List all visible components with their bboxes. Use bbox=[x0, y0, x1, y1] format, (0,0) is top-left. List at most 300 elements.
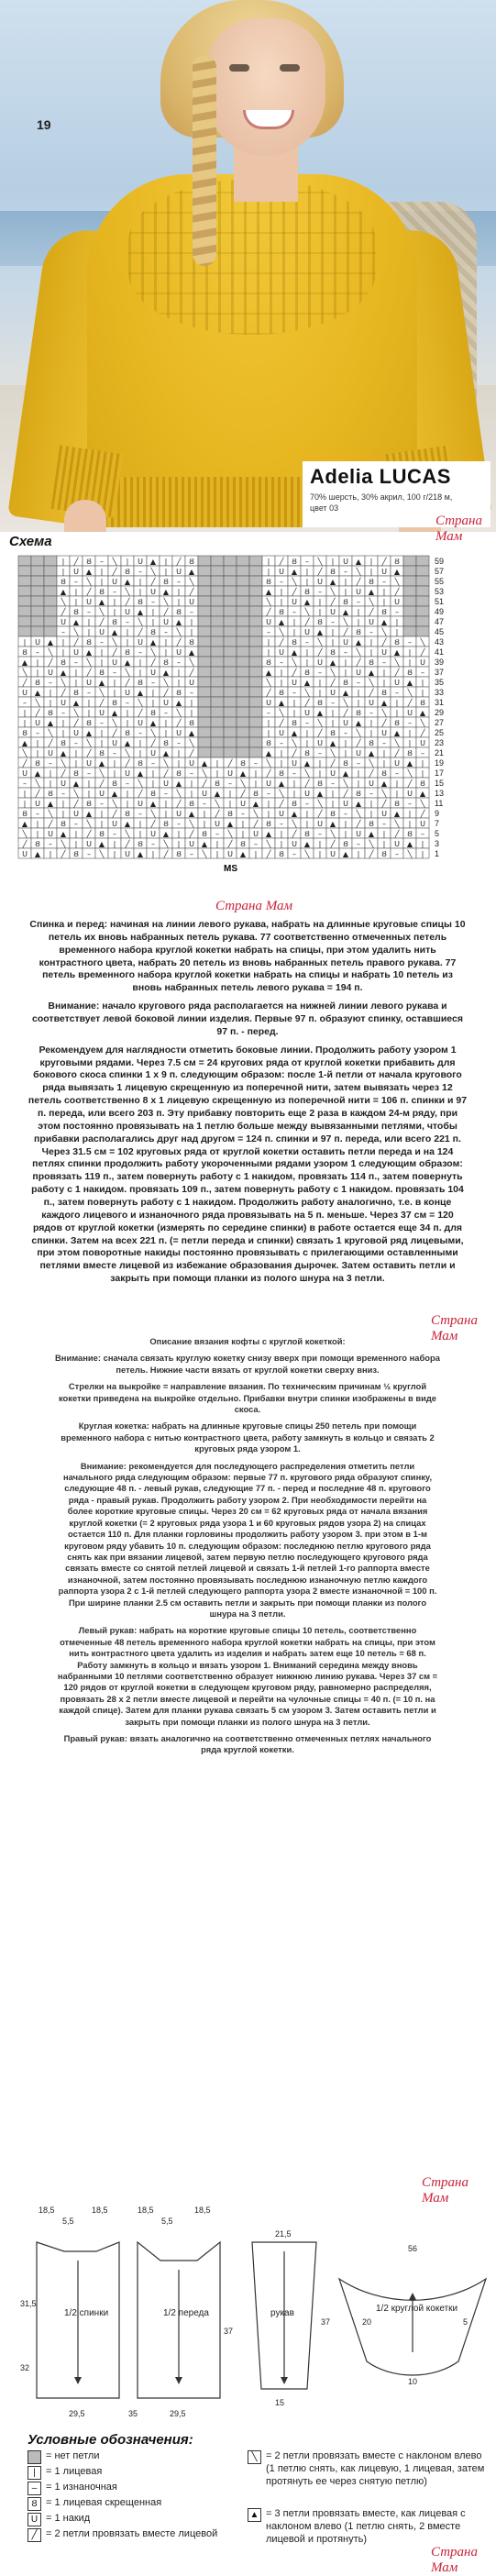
chart-cell bbox=[237, 566, 249, 576]
chart-symbol: | bbox=[61, 810, 65, 818]
chart-symbol: ╱ bbox=[266, 850, 271, 858]
right-eye bbox=[280, 64, 300, 72]
chart-symbol: ╱ bbox=[61, 769, 66, 778]
chart-symbol: ╲ bbox=[394, 739, 400, 747]
chart-symbol: | bbox=[151, 689, 155, 697]
chart-cell bbox=[44, 576, 57, 586]
row-number: 29 bbox=[435, 708, 445, 717]
chart-symbol: ▲ bbox=[60, 588, 67, 596]
chart-symbol: – bbox=[318, 669, 322, 677]
chart-symbol: Ȣ bbox=[394, 558, 400, 566]
chart-symbol: ▲ bbox=[278, 779, 285, 788]
chart-symbol: U bbox=[35, 800, 40, 808]
chart-cell bbox=[249, 697, 262, 707]
chart-cell bbox=[224, 576, 237, 586]
chart-cell bbox=[44, 596, 57, 606]
chart-symbol: ▲ bbox=[278, 699, 285, 707]
chart-symbol: U bbox=[125, 689, 130, 697]
chart-symbol: U bbox=[22, 769, 28, 778]
chart-symbol: | bbox=[267, 729, 270, 737]
chart-symbol: ╱ bbox=[22, 759, 28, 768]
chart-symbol: ▲ bbox=[265, 830, 272, 838]
chart-symbol: ╲ bbox=[35, 699, 40, 707]
chart-symbol: | bbox=[36, 669, 39, 677]
chart-symbol: ▲ bbox=[149, 800, 157, 808]
chart-cell bbox=[224, 636, 237, 647]
chart-symbol: ╲ bbox=[189, 820, 194, 828]
dim-label: 18,5 bbox=[39, 2206, 55, 2215]
chart-symbol: | bbox=[357, 689, 360, 697]
chart-symbol: ▲ bbox=[72, 779, 80, 788]
chart-symbol: ▲ bbox=[329, 820, 336, 828]
chart-symbol: ▲ bbox=[188, 810, 195, 818]
chart-symbol: ╲ bbox=[35, 779, 40, 788]
chart-symbol: U bbox=[86, 679, 92, 687]
chart-symbol: Ȣ bbox=[407, 669, 413, 677]
chart-symbol: U bbox=[292, 598, 297, 606]
chart-symbol: – bbox=[280, 658, 283, 667]
chart-symbol: ▲ bbox=[47, 719, 54, 727]
chart-symbol: | bbox=[280, 840, 283, 848]
chart-symbol: – bbox=[254, 759, 258, 768]
chart-symbol: ╲ bbox=[330, 830, 336, 838]
chart-symbol: Ȣ bbox=[189, 800, 194, 808]
chart-symbol: | bbox=[164, 648, 168, 657]
chart-cell bbox=[31, 616, 44, 626]
chart-symbol: – bbox=[151, 679, 155, 687]
chart-symbol: | bbox=[421, 759, 424, 768]
chart-cell bbox=[249, 606, 262, 616]
schema-title: Схема bbox=[9, 534, 52, 549]
chart-symbol: | bbox=[138, 749, 142, 757]
chart-symbol: – bbox=[421, 830, 424, 838]
chart-symbol: – bbox=[177, 739, 181, 747]
chart-symbol: ╱ bbox=[163, 769, 169, 778]
dim-label: 5,5 bbox=[161, 2217, 173, 2226]
chart-symbol: Ȣ bbox=[150, 628, 156, 636]
chart-symbol: ╲ bbox=[86, 658, 92, 667]
chart-cell bbox=[211, 566, 224, 576]
chart-cell bbox=[44, 556, 57, 566]
lace-yoke bbox=[128, 179, 376, 335]
chart-symbol: ▲ bbox=[291, 648, 298, 657]
chart-symbol: ╲ bbox=[112, 558, 117, 566]
chart-symbol: – bbox=[292, 769, 296, 778]
chart-symbol: ╱ bbox=[381, 800, 387, 808]
chart-symbol: – bbox=[177, 578, 181, 586]
chart-symbol: | bbox=[382, 759, 386, 768]
chart-symbol: U bbox=[266, 618, 271, 626]
chart-symbol: – bbox=[151, 759, 155, 768]
chart-cell bbox=[31, 566, 44, 576]
yarn-over-symbol: U bbox=[28, 2513, 41, 2526]
chart-cell bbox=[237, 717, 249, 727]
chart-symbol: Ȣ bbox=[112, 618, 117, 626]
chart-symbol: | bbox=[74, 759, 78, 768]
dim-label: 15 bbox=[275, 2398, 285, 2407]
chart-symbol: Ȣ bbox=[266, 578, 271, 586]
left-hand bbox=[64, 500, 106, 532]
chart-symbol: Ȣ bbox=[304, 588, 310, 596]
chart-symbol: ╱ bbox=[150, 820, 156, 828]
chart-symbol: – bbox=[113, 749, 116, 757]
chart-symbol: U bbox=[279, 810, 284, 818]
chart-symbol: ▲ bbox=[85, 729, 93, 737]
chart-symbol: ╱ bbox=[61, 850, 66, 858]
chart-symbol: | bbox=[357, 850, 360, 858]
chart-symbol: ▲ bbox=[111, 790, 118, 798]
chart-symbol: ▲ bbox=[342, 689, 349, 697]
chart-symbol: Ȣ bbox=[279, 769, 284, 778]
chart-symbol: ╲ bbox=[266, 840, 271, 848]
chart-symbol: – bbox=[344, 810, 347, 818]
chart-cell bbox=[18, 556, 31, 566]
chart-symbol: Ȣ bbox=[394, 638, 400, 647]
chart-symbol: ╲ bbox=[73, 790, 79, 798]
chart-symbol: ╲ bbox=[99, 689, 105, 697]
chart-cell bbox=[44, 606, 57, 616]
chart-symbol: U bbox=[22, 689, 28, 697]
chart-symbol: U bbox=[304, 790, 310, 798]
chart-symbol: – bbox=[151, 598, 155, 606]
chart-symbol: | bbox=[344, 669, 347, 677]
chart-symbol: | bbox=[100, 729, 104, 737]
chart-symbol: – bbox=[395, 769, 399, 778]
chart-symbol: | bbox=[164, 638, 168, 647]
chart-symbol: | bbox=[113, 759, 116, 768]
chart-symbol: Ȣ bbox=[407, 749, 413, 757]
chart-symbol: ╲ bbox=[61, 840, 66, 848]
chart-symbol: | bbox=[151, 850, 155, 858]
chart-symbol: Ȣ bbox=[330, 810, 336, 818]
chart-symbol: ╲ bbox=[86, 739, 92, 747]
chart-symbol: ╲ bbox=[99, 608, 105, 616]
chart-symbol: | bbox=[164, 568, 168, 576]
chart-symbol: | bbox=[305, 568, 309, 576]
chart-symbol: | bbox=[190, 699, 193, 707]
chart-symbol: – bbox=[190, 608, 193, 616]
chart-symbol: – bbox=[344, 648, 347, 657]
chart-symbol: | bbox=[331, 558, 335, 566]
chart-symbol: ▲ bbox=[291, 810, 298, 818]
chart-symbol: Ȣ bbox=[330, 568, 336, 576]
chart-cell bbox=[237, 556, 249, 566]
model-photo bbox=[0, 0, 496, 532]
chart-symbol: U bbox=[317, 658, 323, 667]
chart-symbol: | bbox=[190, 709, 193, 717]
chart-symbol: ▲ bbox=[329, 739, 336, 747]
chart-symbol: ▲ bbox=[393, 729, 401, 737]
chart-symbol: ╲ bbox=[407, 769, 413, 778]
chart-symbol: | bbox=[203, 810, 206, 818]
chart-symbol: | bbox=[408, 739, 412, 747]
chart-symbol: ▲ bbox=[98, 679, 105, 687]
chart-symbol: – bbox=[344, 568, 347, 576]
chart-symbol: ╲ bbox=[394, 820, 400, 828]
chart-symbol: ╲ bbox=[356, 648, 361, 657]
row-number: 9 bbox=[435, 809, 440, 818]
row-number: 13 bbox=[435, 789, 445, 798]
chart-symbol: ╲ bbox=[343, 779, 348, 788]
chart-symbol: U bbox=[317, 820, 323, 828]
legend-item: = 3 петли провязать вместе, как лицевая с наклоном влево (1 петлю снять, 2 вместе лицевой и протянуть) bbox=[266, 2508, 466, 2545]
chart-symbol: – bbox=[190, 850, 193, 858]
watermark: Страна Мам bbox=[431, 1313, 478, 1343]
chart-symbol: – bbox=[61, 628, 65, 636]
chart-symbol: U bbox=[420, 739, 425, 747]
chart-symbol: | bbox=[113, 769, 116, 778]
chart-cell bbox=[18, 616, 31, 626]
chart-symbol: ▲ bbox=[162, 830, 170, 838]
chart-symbol: | bbox=[126, 709, 129, 717]
chart-symbol: | bbox=[36, 739, 39, 747]
chart-symbol: | bbox=[138, 588, 142, 596]
chart-symbol: | bbox=[74, 840, 78, 848]
chart-cell bbox=[211, 636, 224, 647]
chart-symbol: U bbox=[163, 779, 169, 788]
chart-symbol: ╲ bbox=[292, 820, 297, 828]
chart-symbol: ╲ bbox=[163, 679, 169, 687]
chart-symbol: ╱ bbox=[381, 558, 387, 566]
chart-symbol: ▲ bbox=[419, 709, 426, 717]
chart-symbol: U bbox=[381, 568, 387, 576]
chart-symbol: ╲ bbox=[266, 759, 271, 768]
sewing-pattern bbox=[0, 2196, 496, 2426]
dim-label: 31,5 bbox=[20, 2299, 37, 2308]
chart-symbol: | bbox=[280, 598, 283, 606]
chart-symbol: | bbox=[100, 739, 104, 747]
chart-symbol: | bbox=[267, 568, 270, 576]
chart-symbol: – bbox=[280, 739, 283, 747]
chart-symbol: ╲ bbox=[150, 568, 156, 576]
chart-symbol: ╲ bbox=[420, 638, 425, 647]
chart-cell bbox=[224, 677, 237, 687]
chart-symbol: – bbox=[61, 790, 65, 798]
chart-symbol: – bbox=[305, 719, 309, 727]
chart-symbol: ▲ bbox=[188, 648, 195, 657]
chart-symbol: – bbox=[36, 810, 39, 818]
braid bbox=[193, 55, 216, 266]
dim-label: 21,5 bbox=[275, 2229, 292, 2239]
chart-symbol: | bbox=[61, 568, 65, 576]
chart-symbol: U bbox=[150, 669, 156, 677]
chart-cell bbox=[249, 626, 262, 636]
chart-symbol: ╲ bbox=[420, 800, 425, 808]
chart-symbol: Ȣ bbox=[292, 800, 297, 808]
piece-label: 1/2 переда bbox=[163, 2308, 209, 2318]
chart-cell bbox=[44, 626, 57, 636]
chart-cell bbox=[211, 727, 224, 737]
chart-symbol: – bbox=[126, 779, 129, 788]
chart-symbol: ▲ bbox=[47, 800, 54, 808]
chart-symbol: – bbox=[113, 830, 116, 838]
chart-symbol: ╲ bbox=[163, 840, 169, 848]
chart-cell bbox=[224, 616, 237, 626]
chart-symbol: ╱ bbox=[48, 658, 53, 667]
chart-symbol: ▲ bbox=[368, 669, 375, 677]
chart-cell bbox=[403, 566, 416, 576]
row-number: 11 bbox=[435, 799, 444, 808]
chart-symbol: | bbox=[292, 628, 296, 636]
chart-symbol: U bbox=[48, 669, 53, 677]
chart-cell bbox=[237, 657, 249, 667]
chart-symbol: ▲ bbox=[34, 850, 41, 858]
row-number: 15 bbox=[435, 779, 445, 788]
chart-symbol: ╱ bbox=[189, 830, 194, 838]
chart-symbol: | bbox=[126, 638, 129, 647]
chart-symbol: ▲ bbox=[60, 749, 67, 757]
chart-symbol: – bbox=[331, 779, 335, 788]
chart-symbol: ╱ bbox=[394, 830, 400, 838]
chart-symbol: | bbox=[87, 699, 91, 707]
chart-symbol: ╲ bbox=[138, 779, 143, 788]
chart-symbol: Ȣ bbox=[99, 588, 105, 596]
chart-symbol: U bbox=[330, 769, 336, 778]
chart-symbol: ▲ bbox=[291, 729, 298, 737]
chart-symbol: U bbox=[163, 618, 169, 626]
chart-symbol: ▲ bbox=[85, 810, 93, 818]
chart-symbol: U bbox=[394, 759, 400, 768]
chart-symbol: Ȣ bbox=[317, 779, 323, 788]
chart-symbol: | bbox=[74, 598, 78, 606]
chart-symbol: | bbox=[267, 638, 270, 647]
chart-symbol: Ȣ bbox=[369, 578, 374, 586]
chart-symbol: ▲ bbox=[175, 779, 182, 788]
chart-symbol: ▲ bbox=[355, 558, 362, 566]
chart-symbol: ╱ bbox=[99, 699, 105, 707]
chart-symbol: | bbox=[305, 729, 309, 737]
row-number: 59 bbox=[435, 557, 445, 566]
row-number: 35 bbox=[435, 678, 445, 687]
chart-cell bbox=[249, 566, 262, 576]
row-number: 55 bbox=[435, 577, 445, 586]
chart-symbol: ╱ bbox=[279, 558, 284, 566]
chart-symbol: | bbox=[254, 779, 258, 788]
chart-cell bbox=[416, 556, 429, 566]
chart-symbol: ╲ bbox=[61, 759, 66, 768]
chart-symbol: ╲ bbox=[394, 658, 400, 667]
chart-symbol: ▲ bbox=[72, 618, 80, 626]
chart-symbol: | bbox=[344, 830, 347, 838]
chart-symbol: ╱ bbox=[369, 850, 374, 858]
chart-symbol: ▲ bbox=[85, 648, 93, 657]
chart-symbol: – bbox=[357, 679, 360, 687]
chart-symbol: ╱ bbox=[112, 729, 117, 737]
chart-symbol: ╱ bbox=[189, 749, 194, 757]
chart-symbol: ╱ bbox=[407, 699, 413, 707]
chart-cell bbox=[403, 626, 416, 636]
chart-symbol: ╱ bbox=[407, 779, 413, 788]
chart-symbol: | bbox=[190, 618, 193, 626]
chart-symbol: ▲ bbox=[316, 709, 324, 717]
chart-symbol: ▲ bbox=[124, 578, 131, 586]
chart-symbol: | bbox=[23, 790, 27, 798]
chart-symbol: Ȣ bbox=[176, 689, 182, 697]
chart-symbol: U bbox=[407, 709, 413, 717]
chart-symbol: U bbox=[356, 669, 361, 677]
chart-symbol: Ȣ bbox=[369, 658, 374, 667]
chart-symbol: U bbox=[215, 820, 220, 828]
chart-symbol: | bbox=[408, 658, 412, 667]
chart-symbol: – bbox=[241, 810, 245, 818]
chart-symbol: ╲ bbox=[420, 719, 425, 727]
chart-symbol: Ȣ bbox=[381, 769, 387, 778]
chart-symbol: ╱ bbox=[163, 689, 169, 697]
chart-cell bbox=[18, 626, 31, 636]
chart-symbol: Ȣ bbox=[343, 598, 348, 606]
chart-symbol: | bbox=[369, 638, 373, 647]
chart-symbol: – bbox=[151, 840, 155, 848]
row-number: 41 bbox=[435, 647, 445, 657]
chart-symbol: | bbox=[228, 800, 232, 808]
chart-symbol: | bbox=[151, 769, 155, 778]
chart-symbol: ╱ bbox=[420, 810, 425, 818]
chart-symbol: | bbox=[74, 588, 78, 596]
chart-symbol: | bbox=[318, 840, 322, 848]
chart-symbol: – bbox=[177, 820, 181, 828]
chart-symbol: | bbox=[126, 719, 129, 727]
chart-symbol: – bbox=[331, 618, 335, 626]
chart-symbol: | bbox=[267, 558, 270, 566]
chart-symbol: | bbox=[357, 769, 360, 778]
chart-symbol: – bbox=[382, 658, 386, 667]
chart-symbol: U bbox=[330, 850, 336, 858]
chart-cell bbox=[211, 647, 224, 657]
chart-symbol: Ȣ bbox=[35, 759, 40, 768]
chart-symbol: | bbox=[382, 830, 386, 838]
chart-cell bbox=[416, 616, 429, 626]
paragraph: Внимание: начало кругового ряда располагается на нижней линии левого рукава и соответствует левой боковой линии изделия. Первые 97 п. образуют спинку, оставшиеся 97 п. - перед. bbox=[32, 1001, 463, 1037]
chart-cell bbox=[249, 687, 262, 697]
chart-symbol: | bbox=[344, 658, 347, 667]
chart-symbol: – bbox=[87, 850, 91, 858]
chart-symbol: | bbox=[408, 729, 412, 737]
chart-symbol: ╱ bbox=[202, 779, 207, 788]
chart-symbol: ▲ bbox=[252, 800, 259, 808]
chart-symbol: ╱ bbox=[138, 790, 143, 798]
chart-symbol: | bbox=[61, 648, 65, 657]
chart-symbol: U bbox=[407, 790, 413, 798]
chart-symbol: | bbox=[421, 840, 424, 848]
chart-symbol: ╱ bbox=[279, 800, 284, 808]
chart-symbol: – bbox=[369, 790, 373, 798]
dim-label: 5 bbox=[463, 2317, 468, 2327]
chart-symbol: – bbox=[49, 679, 52, 687]
chart-symbol: ╲ bbox=[48, 729, 53, 737]
chart-symbol: ╱ bbox=[369, 608, 374, 616]
chart-symbol: – bbox=[280, 820, 283, 828]
chart-symbol: ╲ bbox=[189, 658, 194, 667]
chart-symbol: | bbox=[49, 850, 52, 858]
dim-label: 32 bbox=[20, 2363, 30, 2372]
chart-symbol: | bbox=[331, 800, 335, 808]
chart-cell bbox=[198, 707, 211, 717]
chart-symbol: – bbox=[164, 790, 168, 798]
chart-symbol: | bbox=[369, 729, 373, 737]
chart-symbol: ╲ bbox=[99, 769, 105, 778]
chart-symbol: – bbox=[164, 628, 168, 636]
chart-symbol: ▲ bbox=[162, 669, 170, 677]
dim-label: 10 bbox=[408, 2377, 418, 2386]
chart-symbol: | bbox=[408, 810, 412, 818]
chart-symbol: – bbox=[36, 648, 39, 657]
chart-symbol: | bbox=[138, 669, 142, 677]
chart-symbol: ╱ bbox=[73, 558, 79, 566]
dim-label: 20 bbox=[362, 2317, 372, 2327]
chart-symbol: ╱ bbox=[150, 739, 156, 747]
chart-symbol: ▲ bbox=[342, 608, 349, 616]
chart-symbol: ╲ bbox=[381, 709, 387, 717]
